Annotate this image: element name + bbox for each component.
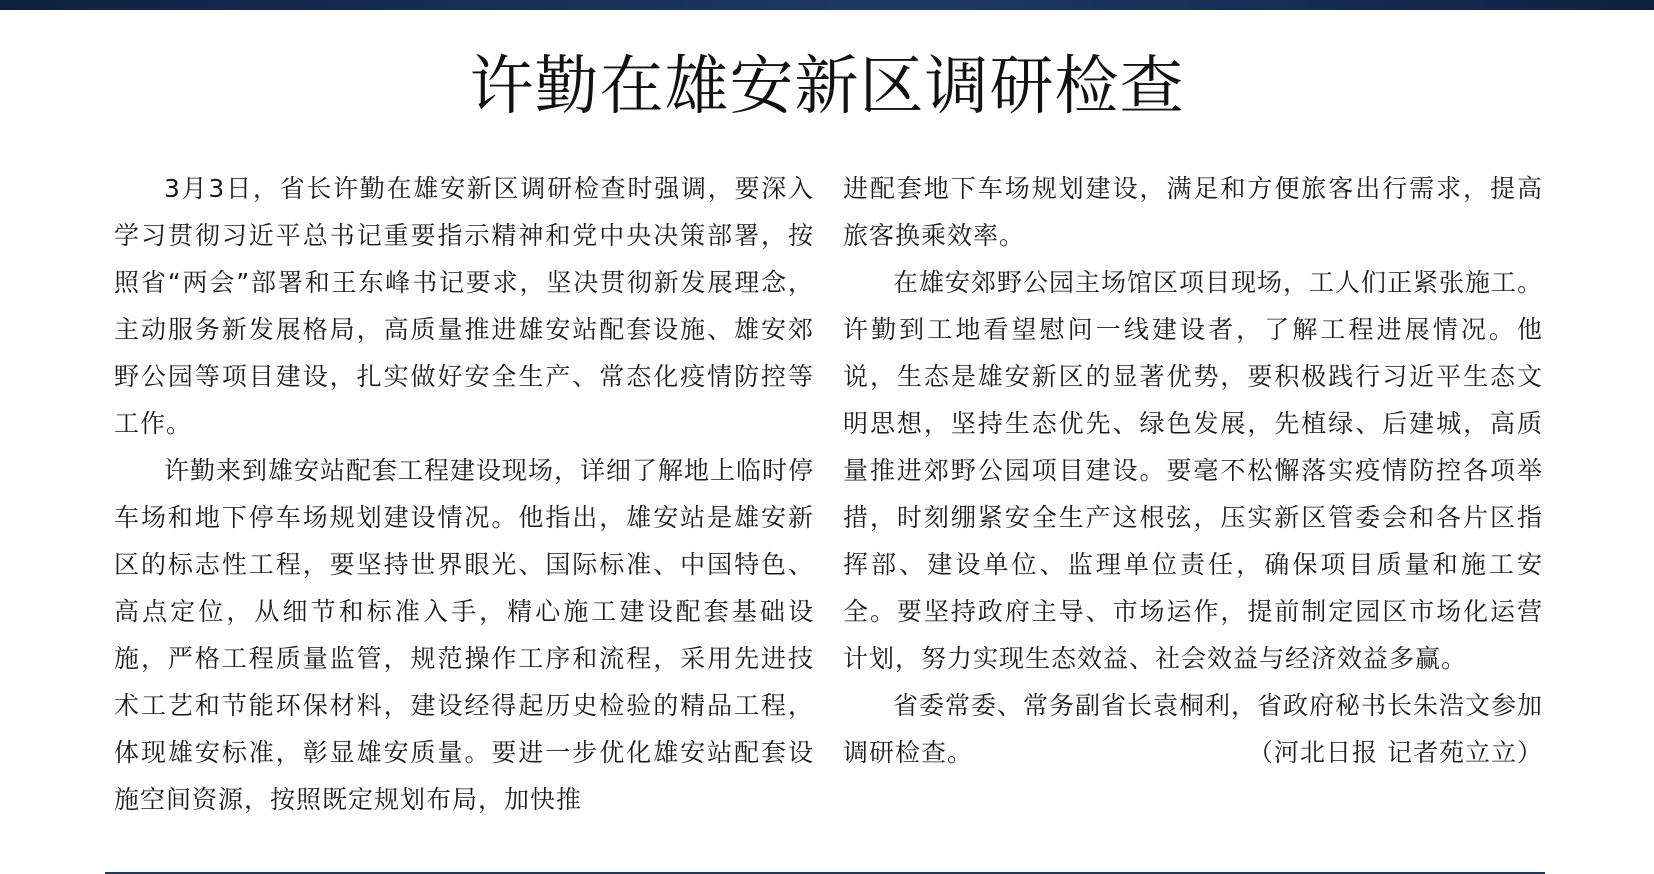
article-paragraph-4-text: 省委常委、常务副省长袁桐利，省政府秘书长朱浩文参加调研检查。: [843, 691, 1544, 767]
article-column-left: [114, 165, 814, 823]
article-paragraph-1: 3月3日，省长许勤在雄安新区调研检查时强调，要深入学习贯彻习近平总书记重要指示精神和党中央决策部署，按照省“两会”部署和王东峰书记要求，坚决贯彻新发展理念，主动服务新发展格局，高质量推进雄安站配套设施、雄安郊野公园等项目建设，扎实做好安全生产、常态化疫情防控等工作。: [114, 174, 814, 438]
article-column-right: [843, 165, 1543, 776]
article-paragraph-4: [843, 682, 1543, 776]
article-title: 许勤在雄安新区调研检查: [469, 50, 1185, 124]
article-paragraph-2: 许勤来到雄安站配套工程建设现场，详细了解地上临时停车场和地下停车场规划建设情况。他指出，雄安站是雄安新区的标志性工程，要坚持世界眼光、国际标准、中国特色、高点定位，从细节和标准入手，精心施工建设配套基础设施，严格工程质量监管，规范操作工序和流程，采用先进技术工艺和节能环保材料，建设经得起历史检验的精品工程，体现雄安标准，彰显雄安质量。要进一步优化雄安站配套设施空间资源，按照既定规划布局，加快推: [114, 456, 815, 814]
article-paragraph-2-continued: 进配套地下车场规划建设，满足和方便旅客出行需求，提高旅客换乘效率。: [843, 174, 1543, 250]
article-byline: （河北日报 记者苑立立）: [1248, 738, 1543, 767]
article-paragraph-3: 在雄安郊野公园主场馆区项目现场，工人们正紧张施工。许勤到工地看望慰问一线建设者，了解工程进展情况。他说，生态是雄安新区的显著优势，要积极践行习近平生态文明思想，坚持生态优先、绿色发展，先植绿、后建城，高质量推进郊野公园项目建设。要毫不松懈落实疫情防控各项举措，时刻绷紧安全生产这根弦，压实新区管委会和各片区指挥部、建设单位、监理单位责任，确保项目质量和施工安全。要坚持政府主导、市场运作，提前制定园区市场化运营计划，努力实现生态效益、社会效益与经济效益多赢。: [843, 268, 1544, 673]
top-decorative-bar: [0, 0, 1654, 10]
